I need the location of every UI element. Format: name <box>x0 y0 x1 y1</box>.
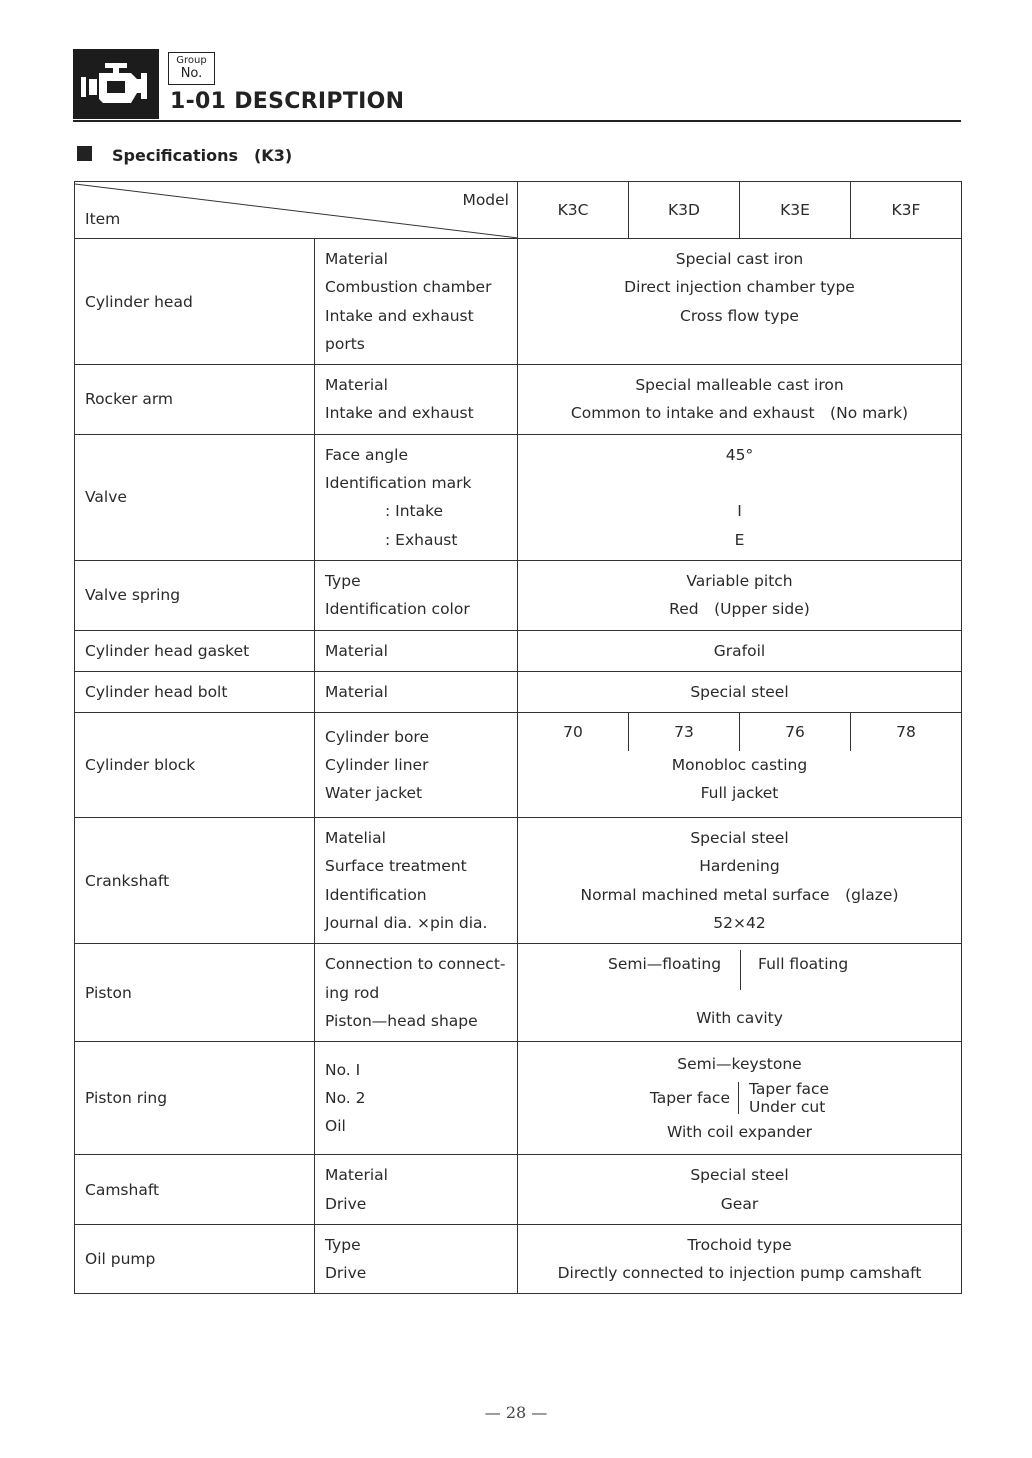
ring-no2-values <box>518 1078 961 1118</box>
page-title: 1-01 DESCRIPTION <box>170 89 405 114</box>
row-item: Cylinder head bolt <box>75 671 315 712</box>
value-text: Direct injection chamber type <box>624 278 855 297</box>
row-subitems <box>315 434 518 560</box>
table-row <box>75 434 962 560</box>
sub-label: Drive <box>325 1194 367 1213</box>
sub-label: Identification color <box>325 600 470 619</box>
value-text: Red (Upper side) <box>669 600 810 619</box>
square-bullet-icon <box>77 146 92 161</box>
value-text: Hardening <box>699 857 780 876</box>
sub-label: Material <box>325 376 388 395</box>
row-item: Cylinder head gasket <box>75 630 315 671</box>
value-text: Monobloc casting <box>671 756 808 775</box>
sub-label: Type <box>325 571 361 590</box>
table-row <box>75 713 962 818</box>
taper-face-text: Taper face <box>649 1089 730 1108</box>
row-values <box>518 818 962 944</box>
sub-label: Type <box>325 1235 361 1254</box>
value-text: Semi—keystone <box>677 1054 802 1073</box>
table-row <box>75 1224 962 1294</box>
table-row <box>75 818 962 944</box>
group-number-box <box>168 52 215 85</box>
item-header: Item <box>85 210 121 228</box>
row-subitems <box>315 1155 518 1225</box>
column-divider <box>738 1082 739 1114</box>
value-text: Full jacket <box>700 784 779 803</box>
row-item: Valve spring <box>75 560 315 630</box>
row-subitems <box>315 630 518 671</box>
row-values <box>518 630 962 671</box>
row-item: Camshaft <box>75 1155 315 1225</box>
table-row <box>75 1155 962 1225</box>
row-values <box>518 944 962 1042</box>
value-text: Grafoil <box>713 641 766 660</box>
row-subitems <box>315 1224 518 1294</box>
model-k3c: K3C <box>518 182 629 239</box>
value-text: E <box>734 530 745 549</box>
sub-label: Material <box>325 641 388 660</box>
sub-label: Matelial <box>325 829 386 848</box>
row-values <box>518 560 962 630</box>
sub-label: Material <box>325 1166 388 1185</box>
sub-label: Piston—head shape <box>325 1011 478 1030</box>
taper-face-text: Taper face <box>749 1080 830 1099</box>
value-text: Cross flow type <box>680 306 799 325</box>
table-row <box>75 944 962 1042</box>
sub-label: Combustion chamber <box>325 278 492 297</box>
page-number: — 28 — <box>484 1403 548 1422</box>
value-text: Gear <box>720 1194 759 1213</box>
sub-label: No. I <box>325 1060 361 1079</box>
table-row <box>75 671 962 712</box>
value-text: Trochoid type <box>687 1235 792 1254</box>
row-item: Crankshaft <box>75 818 315 944</box>
table-row <box>75 560 962 630</box>
value-text: 52×42 <box>713 914 766 933</box>
corner-cell <box>75 182 518 239</box>
value-text: Variable pitch <box>686 571 793 590</box>
engine-icon <box>73 49 159 119</box>
sub-label: Intake and exhaust <box>325 404 474 423</box>
row-item: Valve <box>75 434 315 560</box>
value-text: Normal machined metal surface (glaze) <box>580 885 899 904</box>
row-values <box>518 671 962 712</box>
sub-label: Material <box>325 682 388 701</box>
sub-label: Oil <box>325 1117 346 1136</box>
row-values <box>518 1042 962 1155</box>
header-divider <box>73 120 961 122</box>
table-row <box>75 365 962 435</box>
table-row <box>75 1042 962 1155</box>
row-values <box>518 1224 962 1294</box>
value-text: Common to intake and exhaust (No mark) <box>570 404 909 423</box>
sub-label: : Exhaust <box>385 530 458 549</box>
sub-label: Cylinder bore <box>325 727 429 746</box>
row-item: Cylinder block <box>75 713 315 818</box>
column-divider <box>740 950 741 990</box>
value-text: Special malleable cast iron <box>635 376 844 395</box>
spec-table <box>74 181 962 1294</box>
row-subitems <box>315 818 518 944</box>
value-text: Special steel <box>690 1166 789 1185</box>
sub-label: ing rod <box>325 983 380 1002</box>
row-subitems <box>315 1042 518 1155</box>
row-item: Rocker arm <box>75 365 315 435</box>
value-text: With cavity <box>696 1009 783 1028</box>
sub-label: Face angle <box>325 445 408 464</box>
row-values <box>518 434 962 560</box>
row-subitems <box>315 365 518 435</box>
value-text: With coil expander <box>666 1123 812 1142</box>
sub-label: Journal dia. ×pin dia. <box>325 914 488 933</box>
row-values <box>518 365 962 435</box>
under-cut-text: Under cut <box>749 1098 826 1117</box>
sub-label: Connection to connect- <box>325 955 506 974</box>
row-subitems <box>315 944 518 1042</box>
value-text: Directly connected to injection pump camshaft <box>557 1264 922 1283</box>
row-item: Piston <box>75 944 315 1042</box>
value-text: I <box>737 502 742 521</box>
sub-label: Identification mark <box>325 474 472 493</box>
diagonal-line <box>75 182 518 239</box>
section-title: Specifications (K3) <box>112 146 293 165</box>
sub-label: Drive <box>325 1264 367 1283</box>
value-text <box>518 469 961 497</box>
semi-floating-text: Semi—floating <box>608 955 722 974</box>
row-values <box>518 239 962 365</box>
value-text: Special steel <box>690 682 789 701</box>
no-label: No. <box>180 66 203 81</box>
row-subitems <box>315 671 518 712</box>
model-k3d: K3D <box>629 182 740 239</box>
bore-k3c: 70 <box>518 713 629 751</box>
model-k3f: K3F <box>851 182 962 239</box>
sub-label: : Intake <box>385 502 444 521</box>
sub-label: Water jacket <box>325 784 423 803</box>
row-item: Oil pump <box>75 1224 315 1294</box>
table-row <box>75 630 962 671</box>
bore-k3d: 73 <box>629 713 740 751</box>
value-text: Special cast iron <box>675 250 804 268</box>
sub-label: ports <box>325 334 365 353</box>
model-header: Model <box>462 191 509 209</box>
sub-label: Identification <box>325 885 427 904</box>
sub-label: Cylinder liner <box>325 756 429 774</box>
bore-k3e: 76 <box>740 713 851 751</box>
row-values <box>518 713 962 818</box>
sub-label: Material <box>325 250 388 268</box>
value-text: 45° <box>725 445 754 464</box>
value-text: Special steel <box>690 829 789 848</box>
bore-values <box>518 713 961 751</box>
bore-k3f: 78 <box>896 723 916 742</box>
table-row <box>75 239 962 365</box>
row-subitems <box>315 239 518 365</box>
row-item: Piston ring <box>75 1042 315 1155</box>
sub-label: Intake and exhaust <box>325 306 474 325</box>
row-item: Cylinder head <box>75 239 315 365</box>
row-subitems <box>315 713 518 818</box>
sub-label: Surface treatment <box>325 857 467 876</box>
full-floating-text: Full floating <box>758 955 849 974</box>
sub-label: No. 2 <box>325 1089 366 1108</box>
table-header-row <box>75 182 962 239</box>
model-k3e: K3E <box>740 182 851 239</box>
row-values <box>518 1155 962 1225</box>
group-label: Group <box>176 55 207 66</box>
row-subitems <box>315 560 518 630</box>
